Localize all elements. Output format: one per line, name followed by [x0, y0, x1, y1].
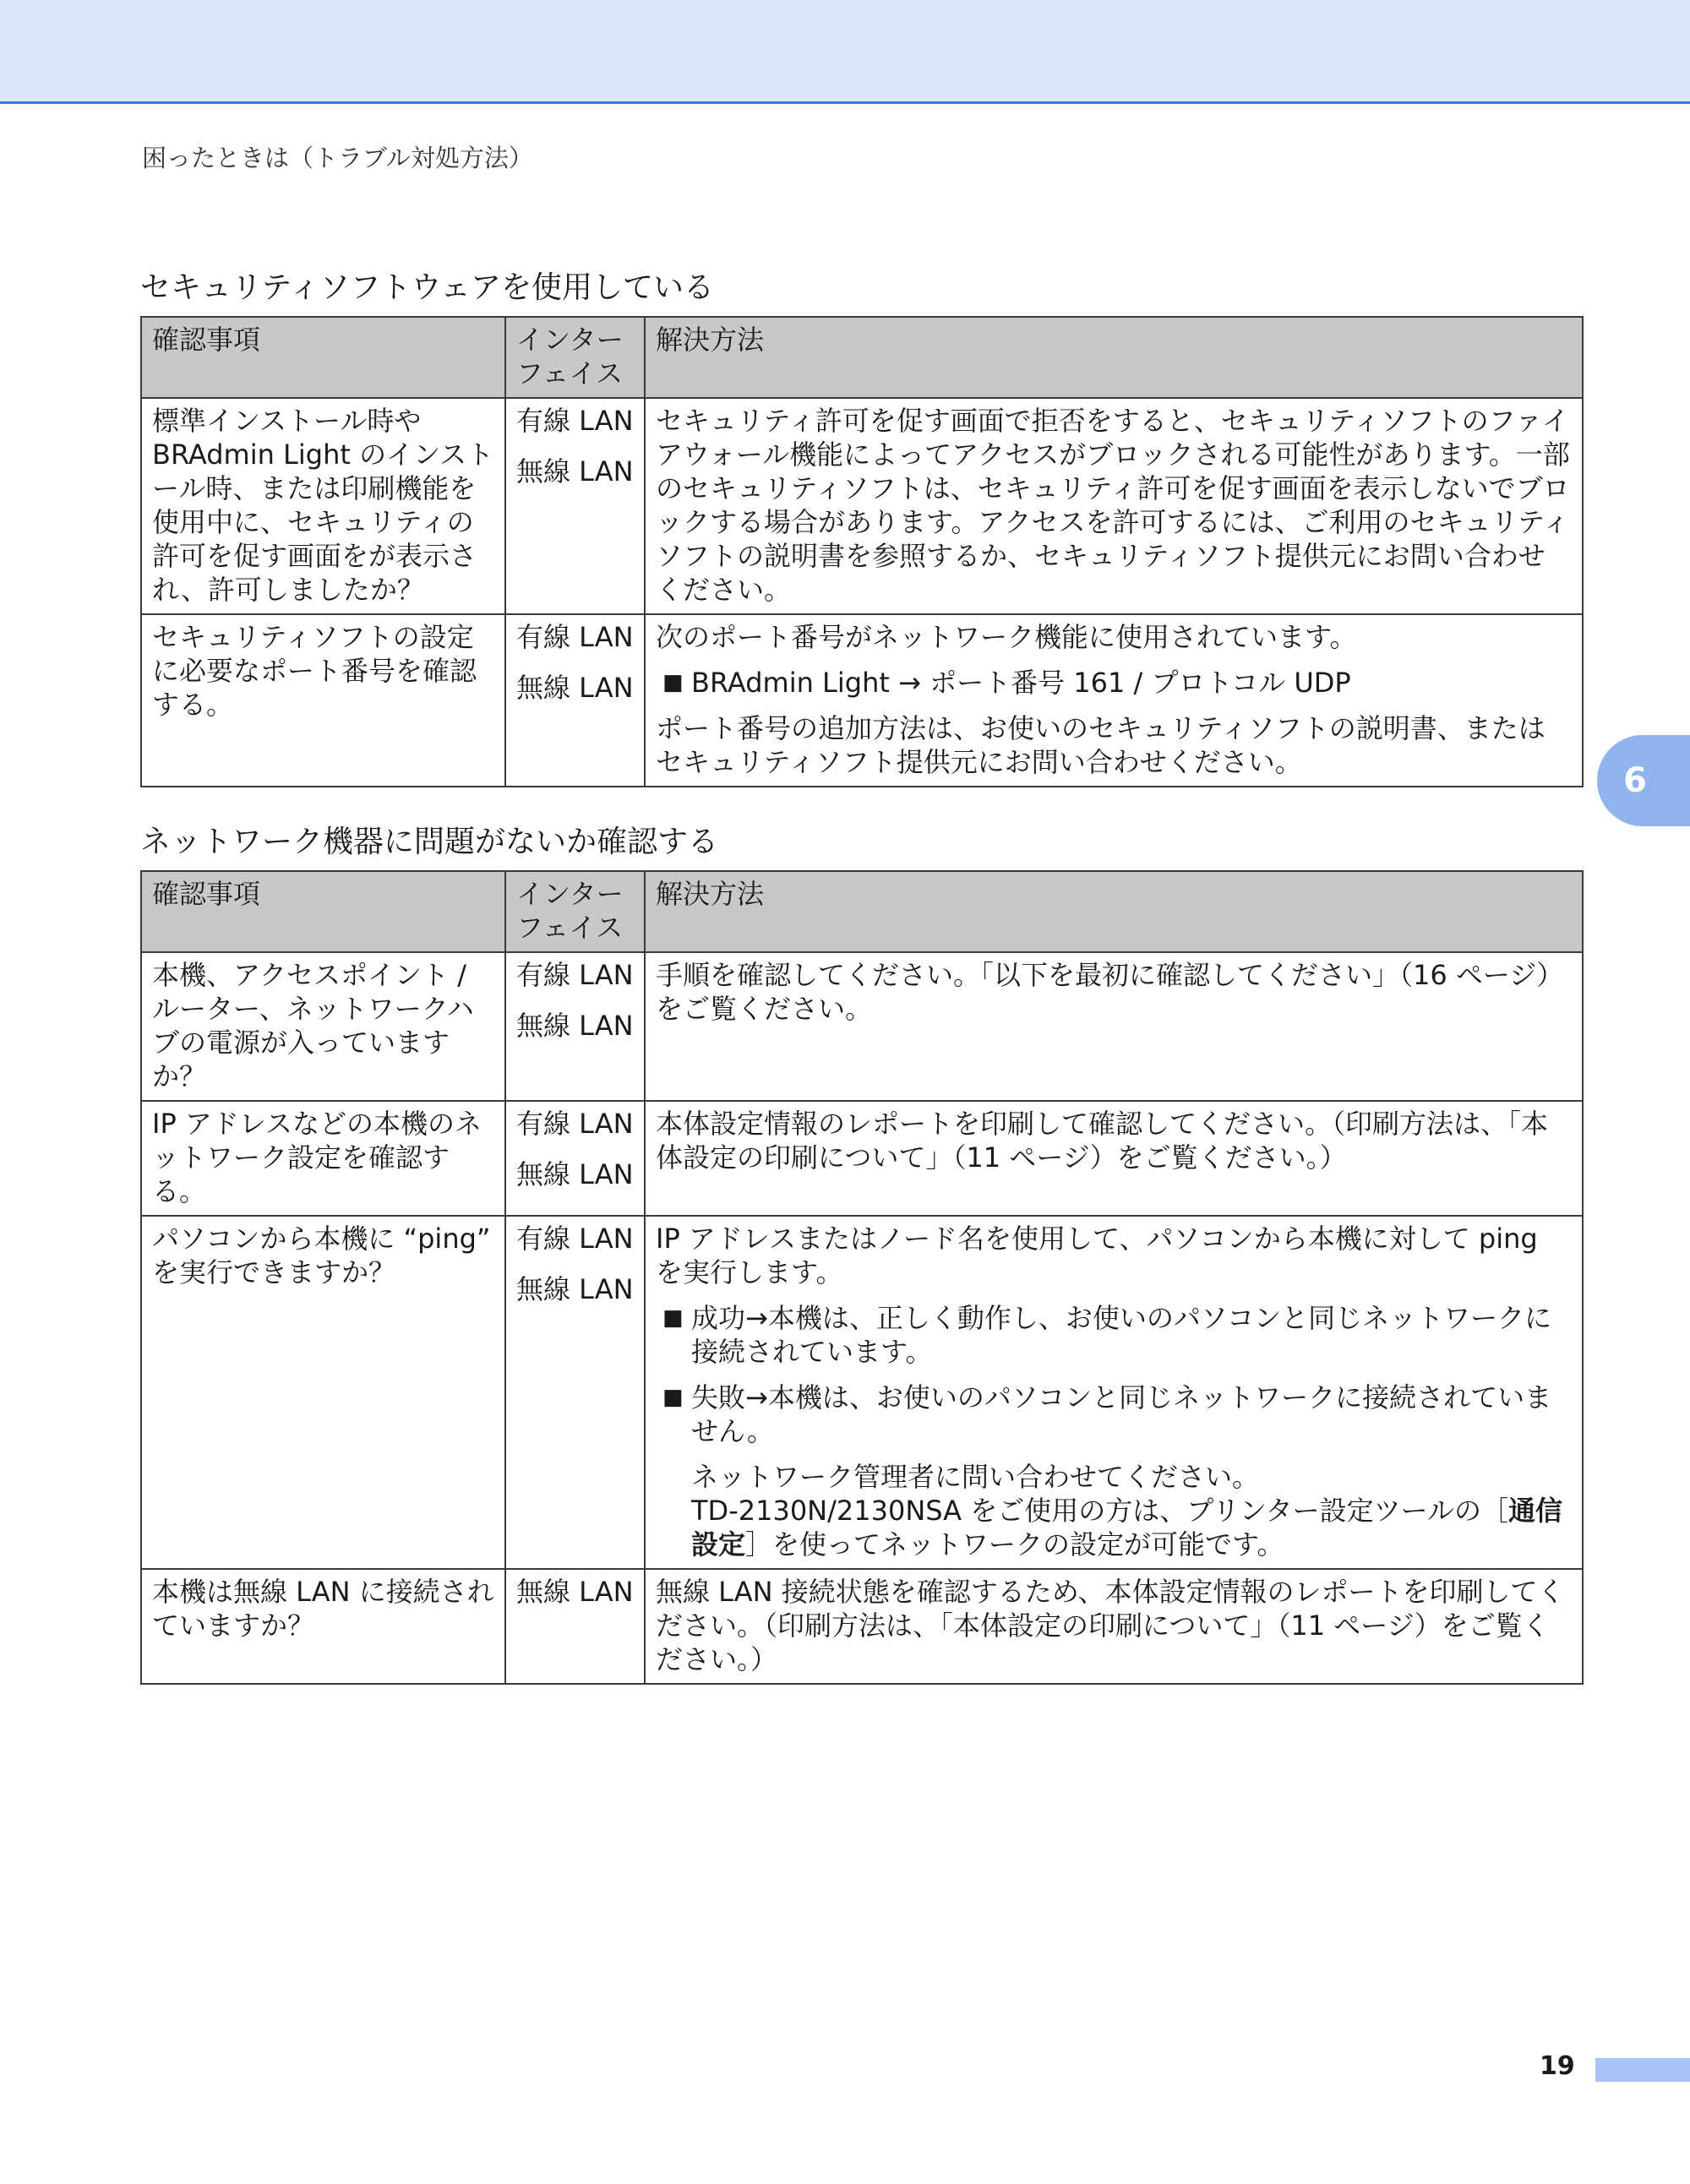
solution-cell	[645, 614, 1583, 787]
note-text: TD-2130N/2130NSA をご使用の方は、プリンター設定ツールの［	[691, 1495, 1509, 1527]
settings-term: 通信設定	[691, 1495, 1563, 1560]
column-header-solution: 解決方法	[645, 871, 1583, 952]
column-header-interface: インター フェイス	[505, 317, 645, 398]
table-row	[141, 614, 1583, 787]
check-cell: パソコンから本機に “ping” を実行できますか？	[141, 1216, 505, 1569]
security-table	[140, 316, 1584, 787]
section-heading-security: セキュリティソフトウェアを使用している	[140, 270, 714, 305]
check-cell: 本機は無線 LAN に接続されていますか？	[141, 1569, 505, 1684]
bullet-text: BRAdmin Light → ポート番号 161 / プロトコル UDP	[691, 667, 1351, 699]
bullet-square-icon: ■	[662, 670, 684, 695]
solution-cell: 無線 LAN 接続状態を確認するため、本体設定情報のレポートを印刷してください。（印刷方法は、「本体設定の印刷について」（11 ページ）をご覧ください。）	[645, 1569, 1583, 1684]
column-header-check: 確認事項	[141, 871, 505, 952]
interface-wired: 有線 LAN	[516, 1108, 634, 1140]
check-cell: IP アドレスなどの本機のネットワーク設定を確認する。	[141, 1101, 505, 1216]
interface-wired: 有線 LAN	[516, 621, 634, 653]
check-cell: 標準インストール時や BRAdmin Light のインストール時、または印刷機能を使用中に、セキュリティの許可を促す画面をが表示され、許可しましたか？	[141, 398, 505, 614]
chapter-tab: 6	[1597, 735, 1690, 826]
check-cell: セキュリティソフトの設定に必要なポート番号を確認する。	[141, 614, 505, 787]
table-header-row	[141, 871, 1583, 952]
table-row	[141, 398, 1583, 614]
solution-cell	[645, 1216, 1583, 1569]
bullet-square-icon: ■	[662, 1385, 684, 1410]
section-heading-network: ネットワーク機器に問題がないか確認する	[140, 825, 719, 859]
interface-cell	[505, 1101, 645, 1216]
table-row	[141, 1101, 1583, 1216]
interface-wireless: 無線 LAN	[516, 672, 634, 704]
interface-cell	[505, 614, 645, 787]
note-line: ネットワーク管理者に問い合わせてください。	[691, 1461, 1260, 1493]
column-header-solution: 解決方法	[645, 317, 1583, 398]
table-row	[141, 1569, 1583, 1684]
interface-wired: 有線 LAN	[516, 1223, 634, 1255]
check-cell: 本機、アクセスポイント / ルーター、ネットワークハブの電源が入っていますか？	[141, 952, 505, 1101]
note-text: ］を使ってネットワークの設定が可能です。	[745, 1528, 1284, 1560]
solution-intro: 次のポート番号がネットワーク機能に使用されています。	[656, 621, 1357, 653]
running-head: 困ったときは（トラブル対処方法）	[142, 144, 533, 172]
bullet-text: 成功→本機は、正しく動作し、お使いのパソコンと同じネットワークに接続されています。	[691, 1302, 1552, 1368]
header-band	[0, 0, 1690, 104]
table-row	[141, 1216, 1583, 1569]
solution-cell: 本体設定情報のレポートを印刷して確認してください。（印刷方法は、「本体設定の印刷について」（11 ページ）をご覧ください。）	[645, 1101, 1583, 1216]
solution-outro: ポート番号の追加方法は、お使いのセキュリティソフトの説明書、またはセキュリティソフト提供元にお問い合わせください。	[656, 712, 1546, 778]
bullet-square-icon: ■	[662, 1305, 684, 1331]
interface-wireless: 無線 LAN	[516, 1010, 634, 1042]
interface-cell	[505, 398, 645, 614]
column-header-check: 確認事項	[141, 317, 505, 398]
bullet-item-failure	[656, 1381, 1572, 1448]
table-header-row	[141, 317, 1583, 398]
network-table	[140, 870, 1584, 1685]
page-number: 19	[1540, 2051, 1575, 2081]
bullet-note	[656, 1460, 1572, 1561]
interface-wired: 有線 LAN	[516, 959, 634, 991]
interface-wireless: 無線 LAN	[516, 1576, 634, 1608]
interface-cell	[505, 1216, 645, 1569]
bullet-item	[656, 666, 1572, 700]
page-number-bar	[1595, 2058, 1690, 2082]
solution-cell: 手順を確認してください。「以下を最初に確認してください」（16 ページ）をご覧ください。	[645, 952, 1583, 1101]
column-header-interface: インター フェイス	[505, 871, 645, 952]
interface-cell	[505, 1569, 645, 1684]
interface-wireless: 無線 LAN	[516, 1158, 634, 1190]
note-line-settings	[691, 1494, 1572, 1561]
interface-cell	[505, 952, 645, 1101]
bullet-text: 失敗→本機は、お使いのパソコンと同じネットワークに接続されていません。	[691, 1381, 1552, 1447]
interface-wired: 有線 LAN	[516, 405, 634, 437]
solution-intro: IP アドレスまたはノード名を使用して、パソコンから本機に対して ping を実行します。	[656, 1223, 1538, 1288]
bullet-item-success	[656, 1301, 1572, 1369]
interface-wireless: 無線 LAN	[516, 455, 634, 487]
solution-cell: セキュリティ許可を促す画面で拒否をすると、セキュリティソフトのファイアウォール機能によってアクセスがブロックされる可能性があります。一部のセキュリティソフトは、セキュリティ許可を促す画面を表示しないでブロックする場合があります。アクセスを許可するには、ご利用のセキュリティソフトの説明書を参照するか、セキュリティソフト提供元にお問い合わせください。	[645, 398, 1583, 614]
table-row	[141, 952, 1583, 1101]
interface-wireless: 無線 LAN	[516, 1273, 634, 1305]
